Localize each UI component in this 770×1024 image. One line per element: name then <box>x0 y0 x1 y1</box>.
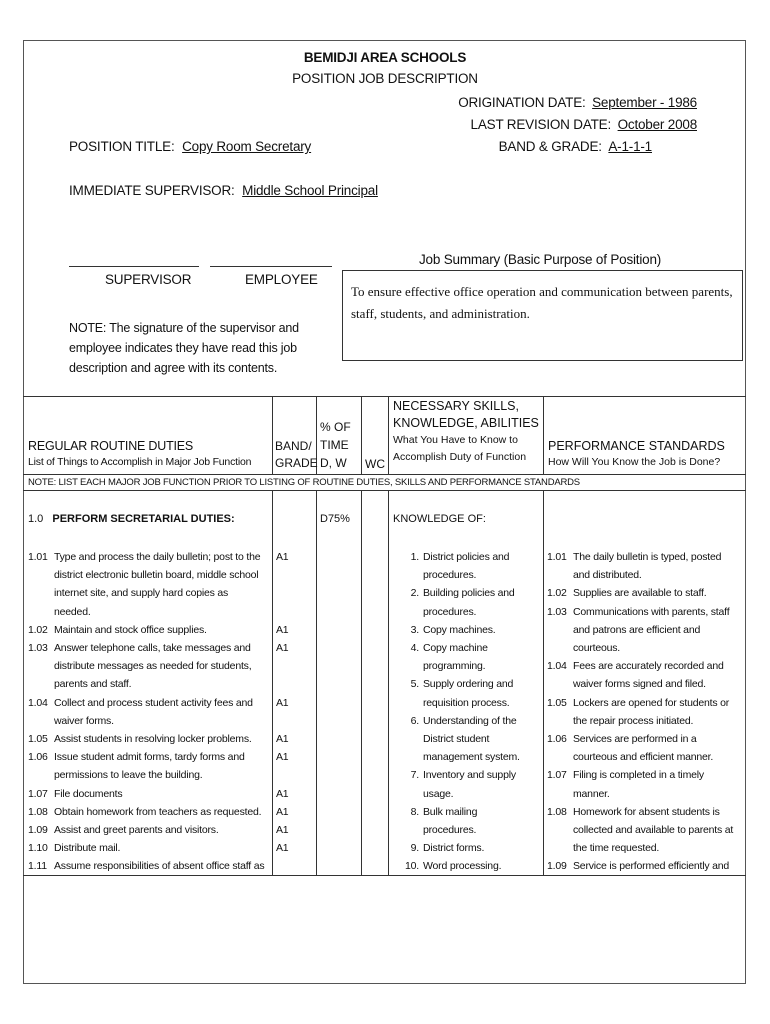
performance-line <box>547 766 743 784</box>
duty-number: 1.08 <box>28 805 48 818</box>
performance-list <box>547 548 743 876</box>
performance-line <box>547 621 743 639</box>
col-divider <box>272 396 273 474</box>
duties-header-title: REGULAR ROUTINE DUTIES <box>28 439 194 453</box>
immediate-supervisor <box>69 183 418 198</box>
performance-header-title: PERFORMANCE STANDARDS <box>548 439 725 453</box>
duty-number: 1.05 <box>28 733 48 746</box>
duty-line <box>28 603 270 621</box>
duty-text: internet site, and supply hard copies as <box>54 587 229 600</box>
note-bottom-border <box>23 490 746 491</box>
performance-text: Service is performed efficiently and <box>573 860 730 873</box>
duty-band <box>276 675 314 693</box>
duty-line <box>28 730 270 748</box>
performance-line <box>547 603 743 621</box>
band-value: A-1-1-1 <box>608 139 652 154</box>
skills-header-line: KNOWLEDGE, ABILITIES <box>393 416 539 430</box>
col-divider <box>543 396 544 474</box>
knowledge-line <box>389 821 541 839</box>
knowledge-line <box>389 857 541 875</box>
performance-line <box>547 748 743 766</box>
duty-number: 1.07 <box>28 787 48 800</box>
performance-line <box>547 639 743 657</box>
knowledge-number: 1. <box>410 551 419 563</box>
duties-header <box>28 438 251 470</box>
knowledge-text: Supply ordering and <box>423 678 514 691</box>
duty-band: A1 <box>276 787 289 800</box>
col-divider <box>272 490 273 875</box>
col-divider <box>388 396 389 474</box>
duty-number: 1.10 <box>28 842 48 855</box>
employee-signature-line <box>210 266 332 267</box>
performance-text: Homework for absent students is <box>573 805 720 818</box>
duty-band: A1 <box>276 733 289 746</box>
knowledge-text: Word processing. <box>423 860 502 873</box>
performance-line <box>547 785 743 803</box>
duty-band <box>276 657 314 675</box>
origination-label: ORIGINATION DATE: <box>458 95 586 110</box>
knowledge-text: management system. <box>423 751 520 764</box>
duty-number: 1.01 <box>28 551 48 563</box>
performance-text: the repair process initiated. <box>573 714 694 727</box>
origination-date <box>458 95 700 110</box>
duty-band: A1 <box>276 696 289 709</box>
duty-band <box>276 603 314 621</box>
duty-band <box>276 566 314 584</box>
duty-line <box>28 621 270 639</box>
knowledge-heading: KNOWLEDGE OF: <box>393 513 486 525</box>
skills-header-line: What You Have to Know to <box>393 434 518 446</box>
performance-number: 1.03 <box>547 605 567 618</box>
duty-band: A1 <box>276 551 289 563</box>
employee-label-sig: EMPLOYEE <box>245 272 318 287</box>
duty-line <box>28 694 270 712</box>
wc-header: WC <box>365 457 385 471</box>
duty-line <box>28 839 270 857</box>
performance-text: collected and available to parents at <box>573 824 734 837</box>
knowledge-line <box>389 603 541 621</box>
duty-band: A1 <box>276 623 289 636</box>
performance-text: courteous. <box>573 642 621 655</box>
knowledge-text: programming. <box>423 660 486 673</box>
duty-text: Answer telephone calls, take messages and <box>54 642 251 655</box>
col-divider <box>316 490 317 875</box>
job-summary-text: To ensure effective office operation and communication between parents, staff, students, and administration. <box>351 284 733 321</box>
performance-text: manner. <box>573 787 610 800</box>
performance-number: 1.09 <box>547 860 567 873</box>
performance-line <box>547 694 743 712</box>
knowledge-text: District forms. <box>423 842 485 855</box>
knowledge-line <box>389 839 541 857</box>
performance-number: 1.08 <box>547 805 567 818</box>
knowledge-text: procedures. <box>423 569 477 582</box>
knowledge-line <box>389 712 541 730</box>
performance-line <box>547 584 743 602</box>
duty-band: A1 <box>276 824 289 837</box>
performance-text: waiver forms signed and filed. <box>573 678 706 691</box>
performance-text: Fees are accurately recorded and <box>573 660 724 673</box>
band-header <box>275 438 318 472</box>
duty-number: 1.02 <box>28 623 48 636</box>
table-note: NOTE: LIST EACH MAJOR JOB FUNCTION PRIOR TO LISTING OF ROUTINE DUTIES, SKILLS AND PERFORMANCE STANDARDS <box>28 477 580 488</box>
supervisor-label-sig: SUPERVISOR <box>105 272 192 287</box>
duty-line <box>28 675 270 693</box>
knowledge-number: 10. <box>405 860 419 873</box>
col-divider <box>361 396 362 474</box>
note-line: description and agree with its contents. <box>69 361 278 375</box>
duty-line <box>28 766 270 784</box>
skills-header-line: Accomplish Duty of Function <box>393 451 527 463</box>
duty-band <box>276 584 314 602</box>
duty-band <box>276 766 314 784</box>
performance-text: the time requested. <box>573 842 660 855</box>
duty-line <box>28 821 270 839</box>
knowledge-text: District policies and <box>423 551 510 563</box>
section-title: PERFORM SECRETARIAL DUTIES: <box>52 513 235 525</box>
origination-value: September - 1986 <box>592 95 697 110</box>
performance-line <box>547 730 743 748</box>
duty-text: permissions to leave the building. <box>54 769 203 782</box>
band-label: BAND & GRADE: <box>498 139 602 154</box>
duty-text: parents and staff. <box>54 678 132 691</box>
performance-line <box>547 839 743 857</box>
knowledge-line <box>389 766 541 784</box>
col-divider <box>543 490 544 875</box>
pct-header-line: TIME <box>320 438 349 452</box>
knowledge-text: procedures. <box>423 605 477 618</box>
note-line: employee indicates they have read this job <box>69 341 297 355</box>
performance-line <box>547 803 743 821</box>
duty-line <box>28 803 270 821</box>
duty-band: A1 <box>276 842 289 855</box>
knowledge-number: 4. <box>410 642 419 655</box>
knowledge-line <box>389 566 541 584</box>
performance-line <box>547 657 743 675</box>
header-bottom-border <box>23 474 746 475</box>
performance-header <box>548 438 725 470</box>
duties-header-sub: List of Things to Accomplish in Major Job Function <box>28 456 252 468</box>
duty-text: distribute messages as needed for students, <box>54 660 252 673</box>
duty-text: Distribute mail. <box>54 842 121 855</box>
knowledge-line <box>389 694 541 712</box>
knowledge-text: procedures. <box>423 824 477 837</box>
knowledge-number: 8. <box>410 805 419 818</box>
performance-line <box>547 548 743 566</box>
performance-text: Lockers are opened for students or <box>573 696 730 709</box>
section-pct: D75% <box>320 513 350 525</box>
doc-type: POSITION JOB DESCRIPTION <box>292 71 478 86</box>
position-title <box>69 139 315 154</box>
duty-text: File documents <box>54 787 123 800</box>
knowledge-line <box>389 657 541 675</box>
performance-number: 1.04 <box>547 660 567 673</box>
duty-number: 1.09 <box>28 824 48 837</box>
performance-number: 1.07 <box>547 769 567 782</box>
knowledge-number: 2. <box>410 587 419 600</box>
knowledge-line <box>389 675 541 693</box>
job-summary-box <box>342 270 743 361</box>
knowledge-text: Bulk mailing <box>423 805 478 818</box>
performance-text: courteous and efficient manner. <box>573 751 714 764</box>
knowledge-text: requisition process. <box>423 696 510 709</box>
band-list <box>276 548 314 876</box>
duty-line <box>28 584 270 602</box>
performance-text: Filing is completed in a timely <box>573 769 704 782</box>
duty-band <box>276 857 314 875</box>
performance-line <box>547 566 743 584</box>
performance-line <box>547 857 743 875</box>
knowledge-number: 7. <box>410 769 419 782</box>
job-summary-title: Job Summary (Basic Purpose of Position) <box>419 252 662 267</box>
pct-header-line: % OF <box>320 420 351 434</box>
knowledge-text: Inventory and supply <box>423 769 516 782</box>
knowledge-line <box>389 621 541 639</box>
duty-line <box>28 712 270 730</box>
org-title: BEMIDJI AREA SCHOOLS <box>303 50 467 65</box>
supervisor-value: Middle School Principal <box>242 183 378 198</box>
duty-line <box>28 657 270 675</box>
duty-text: Maintain and stock office supplies. <box>54 623 207 636</box>
performance-number: 1.06 <box>547 733 567 746</box>
duty-number: 1.03 <box>28 642 48 655</box>
performance-text: Communications with parents, staff <box>573 605 730 618</box>
note-line: NOTE: The signature of the supervisor and <box>69 321 299 335</box>
duty-line <box>28 748 270 766</box>
knowledge-line <box>389 730 541 748</box>
duty-text: Assume responsibilities of absent office staff as <box>54 860 265 873</box>
duty-text: waiver forms. <box>54 714 114 727</box>
duty-text: needed. <box>54 605 91 618</box>
col-divider <box>361 490 362 875</box>
performance-text: Supplies are available to staff. <box>573 587 707 600</box>
duty-number: 1.06 <box>28 751 48 764</box>
performance-number: 1.01 <box>547 551 567 563</box>
knowledge-line <box>389 639 541 657</box>
performance-line <box>547 675 743 693</box>
band-header-line: BAND/ <box>275 439 312 453</box>
skills-header-line: NECESSARY SKILLS, <box>393 399 519 413</box>
knowledge-line <box>389 803 541 821</box>
duty-text: Assist students in resolving locker problems. <box>54 733 252 746</box>
duty-line <box>28 857 270 875</box>
revision-date <box>471 117 700 132</box>
duty-band <box>276 712 314 730</box>
duty-band: A1 <box>276 751 289 764</box>
performance-line <box>547 712 743 730</box>
duty-line <box>28 566 270 584</box>
knowledge-text: Building policies and <box>423 587 515 600</box>
knowledge-number: 9. <box>410 842 419 855</box>
knowledge-text: usage. <box>423 787 454 800</box>
position-value: Copy Room Secretary <box>182 139 312 154</box>
position-label: POSITION TITLE: <box>69 139 175 154</box>
knowledge-text: District student <box>423 733 490 746</box>
performance-text: and distributed. <box>573 569 642 582</box>
performance-header-sub: How Will You Know the Job is Done? <box>548 456 721 468</box>
knowledge-number: 3. <box>410 623 419 636</box>
revision-value: October 2008 <box>617 117 697 132</box>
section-number: 1.0 <box>28 513 44 525</box>
duty-text: district electronic bulletin board, middle school <box>54 569 259 582</box>
knowledge-text: Understanding of the <box>423 714 517 727</box>
duty-line <box>28 785 270 803</box>
table-top-border <box>23 396 746 397</box>
knowledge-line <box>389 785 541 803</box>
duty-band: A1 <box>276 805 289 818</box>
duty-band: A1 <box>276 642 289 655</box>
band-grade <box>499 139 655 154</box>
performance-text: and patrons are efficient and <box>573 623 701 636</box>
duty-line <box>28 639 270 657</box>
duty-text: Issue student admit forms, tardy forms and <box>54 751 245 764</box>
knowledge-number: 6. <box>410 714 419 727</box>
performance-text: Services are performed in a <box>573 733 697 746</box>
duty-number: 1.11 <box>28 860 47 873</box>
duty-text: Collect and process student activity fees and <box>54 696 253 709</box>
duty-number: 1.04 <box>28 696 48 709</box>
knowledge-line <box>389 748 541 766</box>
performance-line <box>547 821 743 839</box>
knowledge-number: 5. <box>410 678 419 691</box>
signature-note <box>69 318 299 378</box>
band-header-line: GRADE <box>275 456 318 470</box>
knowledge-line <box>389 584 541 602</box>
duties-list <box>28 548 270 876</box>
duty-text: Assist and greet parents and visitors. <box>54 824 219 837</box>
knowledge-line <box>389 548 541 566</box>
pct-header <box>320 418 351 472</box>
duty-text: Type and process the daily bulletin; post to the <box>54 551 261 563</box>
knowledge-list <box>389 548 541 876</box>
revision-label: LAST REVISION DATE: <box>470 117 612 132</box>
performance-number: 1.02 <box>547 587 567 600</box>
supervisor-signature-line <box>69 266 199 267</box>
section-heading <box>28 513 235 525</box>
performance-number: 1.05 <box>547 696 567 709</box>
duty-text: Obtain homework from teachers as requested. <box>54 805 262 818</box>
knowledge-text: Copy machines. <box>423 623 496 636</box>
supervisor-label: IMMEDIATE SUPERVISOR: <box>69 183 235 198</box>
pct-header-line: D, W <box>320 456 347 470</box>
knowledge-text: Copy machine <box>423 642 488 655</box>
duty-line <box>28 548 270 566</box>
skills-header <box>393 398 539 466</box>
performance-text: The daily bulletin is typed, posted <box>573 551 722 563</box>
